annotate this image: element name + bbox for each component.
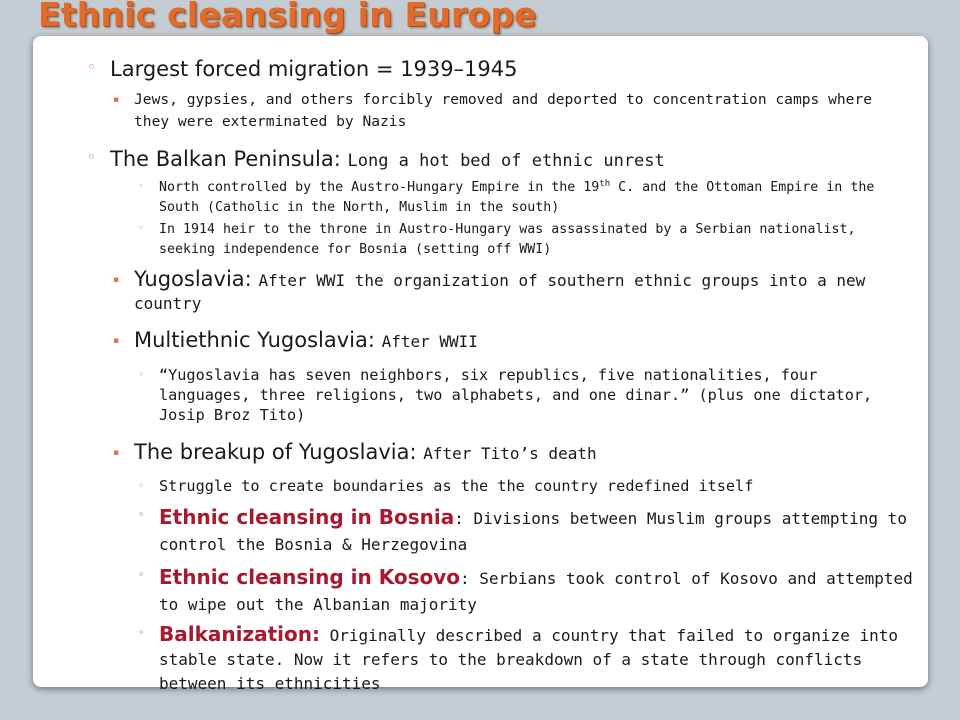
bullet-body: C. and the Ottoman Empire in the South (Catholic in the North, Muslim in the south): [159, 180, 875, 215]
bullet-body: North controlled by the Austro-Hungary Empire in the 19: [159, 180, 600, 195]
bullet-body: Long a hot bed of ethnic unrest: [347, 151, 665, 171]
slide-title: Ethnic cleansing in Europe: [38, 0, 537, 34]
bullet-square-icon: ▪: [113, 275, 120, 285]
bullet-text: Struggle to create boundaries as the the country redefined itself: [159, 477, 754, 495]
bullet-heading: The breakup of Yugoslavia:: [134, 440, 424, 464]
bullet-ring-icon: ◦: [138, 626, 145, 639]
bullet-text: [159, 622, 914, 696]
bullet-body: After WWII: [381, 332, 478, 351]
bullet-body: : Divisions between Muslim groups attempting to control the Bosnia & Herzegovina: [159, 509, 907, 554]
bullet-square-icon: ▪: [113, 95, 120, 105]
bullet-text: [134, 441, 914, 465]
bullet-text: [159, 504, 914, 558]
bullet-heading: Ethnic cleansing in Kosovo: [159, 565, 461, 589]
bullet-ring-icon: ◦: [138, 568, 145, 581]
bullet-text: [134, 268, 914, 315]
bullet-text: [159, 564, 914, 618]
bullet-body: Originally described a country that failed to organize into stable state. Now it refers to the breakdown of a state through conflicts between its ethnicities: [159, 626, 898, 693]
bullet-heading: Yugoslavia:: [134, 267, 259, 291]
bullet-square-icon: ▪: [113, 448, 120, 458]
bullet-text: [134, 329, 914, 353]
bullet-text: “Yugoslavia has seven neighbors, six republics, five nationalities, four languages, three religions, two alphabets, and one dinar.” (plus one dictator, Josip Broz Tito): [159, 366, 873, 424]
bullet-text: In 1914 heir to the throne in Austro-Hungary was assassinated by a Serbian nationalist, seeking independence for Bosnia (setting off WWI): [159, 222, 856, 257]
bullet-heading: Ethnic cleansing in Bosnia: [159, 505, 455, 529]
bullet-ring-icon: ◦: [87, 58, 96, 76]
bullet-text: [159, 178, 914, 218]
bullet-ring-icon: ◦: [87, 148, 96, 166]
bullet-body: : Serbians took control of Kosovo and attempted to wipe out the Albanian majority: [159, 569, 913, 614]
ordinal-suffix: th: [599, 179, 611, 189]
bullet-ring-icon: ◦: [138, 181, 144, 192]
bullet-body: After Tito’s death: [423, 444, 597, 463]
bullet-ring-icon: ◦: [138, 508, 145, 521]
bullet-body: After WWI the organization of southern ethnic groups into a new country: [134, 271, 866, 313]
bullet-square-icon: ▪: [113, 336, 120, 346]
bullet-text: [110, 146, 914, 174]
bullet-heading: Balkanization:: [159, 622, 321, 646]
bullet-heading: Multiethnic Yugoslavia:: [134, 328, 382, 352]
bullet-ring-icon: ◦: [138, 479, 145, 492]
bullet-ring-icon: ◦: [138, 368, 145, 381]
bullet-text: Largest forced migration = 1939–1945: [110, 57, 518, 81]
bullet-heading: The Balkan Peninsula:: [110, 147, 348, 171]
bullet-text: Jews, gypsies, and others forcibly removed and deported to concentration camps where they were exterminated by Nazis: [134, 91, 873, 130]
bullet-ring-icon: ◦: [138, 223, 144, 234]
content-panel: [33, 36, 928, 693]
